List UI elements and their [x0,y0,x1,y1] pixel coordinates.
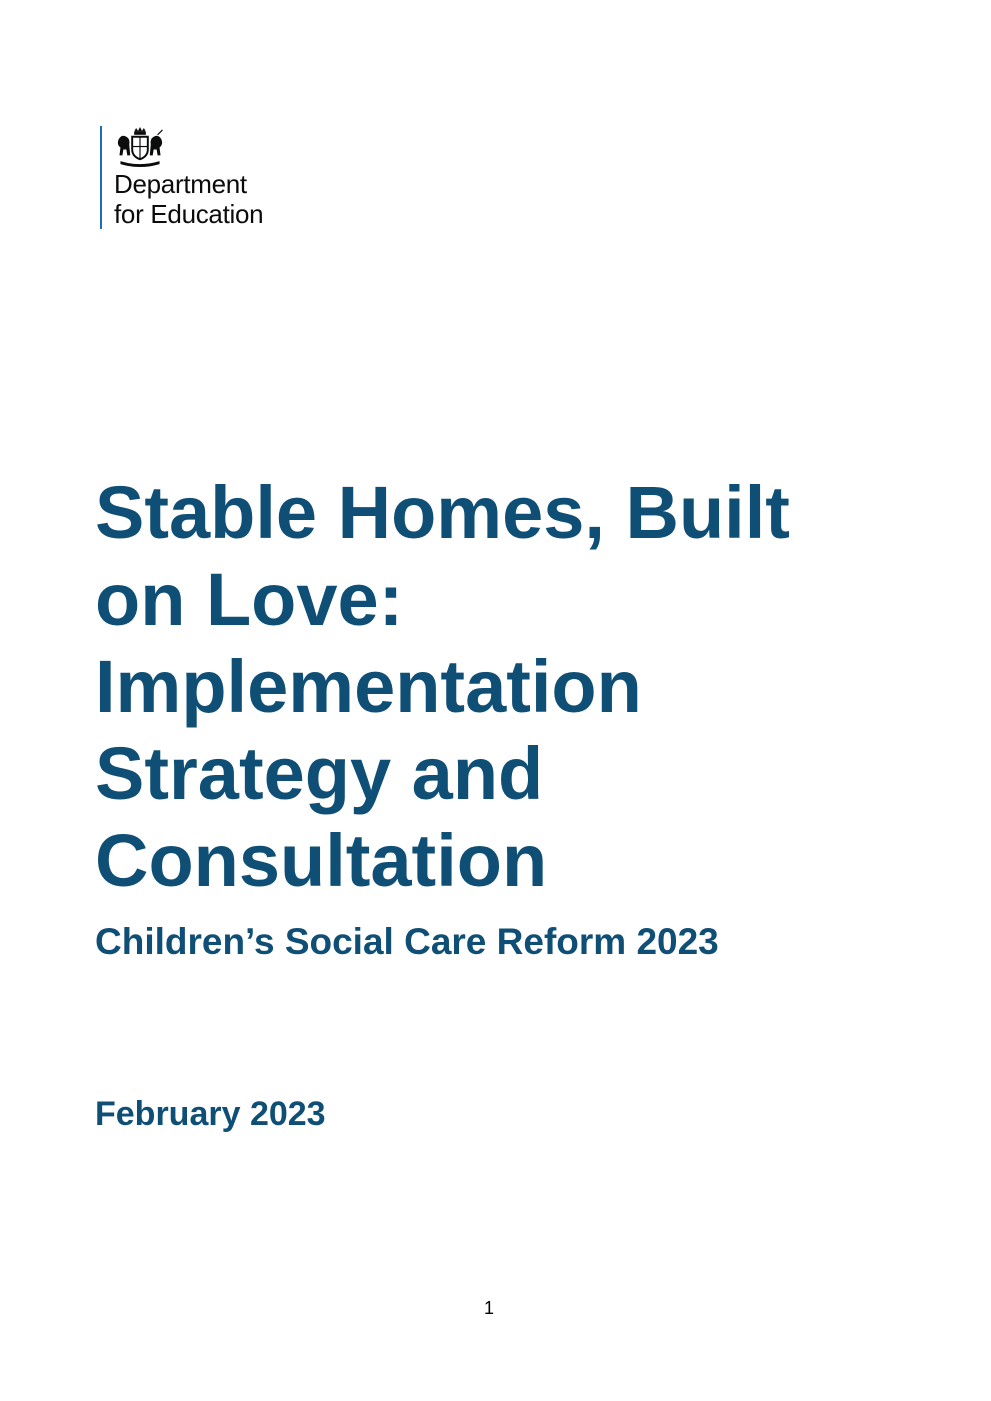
title-line: Implementation [95,645,642,728]
royal-coat-of-arms-icon [114,126,166,169]
title-line: Consultation [95,819,548,902]
document-subtitle: Children’s Social Care Reform 2023 [95,921,719,962]
department-logo [100,126,263,229]
title-line: on Love: [95,558,404,641]
logo-text-line1: Department [114,169,247,199]
document-title [95,469,915,904]
logo-text-line2: for Education [114,199,264,229]
page-number: 1 [483,1298,494,1318]
logo-body [102,126,263,229]
publication-date: February 2023 [95,1095,326,1133]
title-line: Strategy and [95,732,544,815]
title-line: Stable Homes, Built [95,471,790,554]
